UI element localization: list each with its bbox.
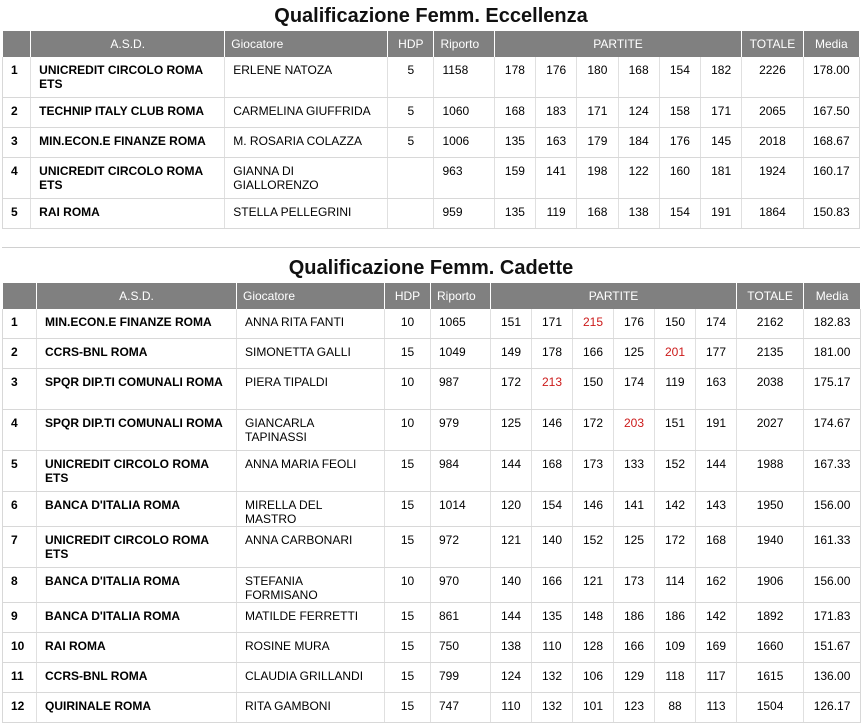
game-score-cell: 154 <box>659 57 700 98</box>
hdp-cell <box>388 199 434 229</box>
player-cell: ANNA MARIA FEOLI <box>237 451 385 492</box>
game-score-cell: 140 <box>491 568 532 603</box>
hdp-cell: 10 <box>385 369 431 410</box>
hdp-cell: 10 <box>385 309 431 339</box>
game-score-cell: 118 <box>655 663 696 693</box>
riporto-cell: 970 <box>431 568 491 603</box>
totale-cell: 1924 <box>742 158 803 199</box>
position-cell: 8 <box>3 568 37 603</box>
game-score-cell: 168 <box>696 527 737 568</box>
player-cell: PIERA TIPALDI <box>237 369 385 410</box>
position-cell: 3 <box>3 128 31 158</box>
game-score-cell: 162 <box>696 568 737 603</box>
media-cell: 136.00 <box>804 663 861 693</box>
header-partite: PARTITE <box>491 283 737 309</box>
player-cell: ANNA CARBONARI <box>237 527 385 568</box>
media-cell: 181.00 <box>804 339 861 369</box>
results-body <box>3 57 860 229</box>
game-score-cell: 160 <box>659 158 700 199</box>
totale-cell: 2135 <box>737 339 804 369</box>
riporto-cell: 979 <box>431 410 491 451</box>
totale-cell: 1504 <box>737 693 804 723</box>
club-cell: MIN.ECON.E FINANZE ROMA <box>37 309 237 339</box>
media-cell: 161.33 <box>804 527 861 568</box>
game-score-cell: 125 <box>614 339 655 369</box>
game-score-cell: 177 <box>696 339 737 369</box>
table-row <box>3 603 861 633</box>
position-cell: 7 <box>3 527 37 568</box>
hdp-cell: 15 <box>385 603 431 633</box>
hdp-cell: 10 <box>385 410 431 451</box>
totale-cell: 1906 <box>737 568 804 603</box>
media-cell: 178.00 <box>803 57 859 98</box>
game-score-cell: 174 <box>614 369 655 410</box>
game-score-cell: 132 <box>532 693 573 723</box>
game-score-cell: 168 <box>494 98 535 128</box>
game-score-cell: 110 <box>491 693 532 723</box>
game-score-cell: 178 <box>494 57 535 98</box>
game-score-cell: 176 <box>614 309 655 339</box>
club-cell: TECHNIP ITALY CLUB ROMA <box>31 98 225 128</box>
riporto-cell: 987 <box>431 369 491 410</box>
game-score-cell: 140 <box>532 527 573 568</box>
totale-cell: 1988 <box>737 451 804 492</box>
position-cell: 4 <box>3 158 31 199</box>
game-score-cell: 151 <box>655 410 696 451</box>
game-score-cell: 122 <box>618 158 659 199</box>
game-score-cell: 166 <box>573 339 614 369</box>
player-cell: ERLENE NATOZA <box>225 57 388 98</box>
club-cell: BANCA D'ITALIA ROMA <box>37 603 237 633</box>
game-score-cell: 124 <box>491 663 532 693</box>
game-score-cell: 178 <box>532 339 573 369</box>
game-score-cell: 119 <box>655 369 696 410</box>
game-score-cell: 166 <box>614 633 655 663</box>
game-score-cell: 129 <box>614 663 655 693</box>
game-score-cell: 172 <box>491 369 532 410</box>
game-score-cell: 113 <box>696 693 737 723</box>
game-score-cell: 132 <box>532 663 573 693</box>
game-score-cell: 168 <box>532 451 573 492</box>
game-score-cell: 135 <box>494 199 535 229</box>
game-score-cell: 163 <box>536 128 577 158</box>
hdp-cell: 5 <box>388 128 434 158</box>
header-pos <box>3 283 37 309</box>
game-score-cell: 152 <box>655 451 696 492</box>
game-score-cell: 215 <box>573 309 614 339</box>
game-score-cell: 144 <box>491 451 532 492</box>
game-score-cell: 141 <box>536 158 577 199</box>
game-score-cell: 117 <box>696 663 737 693</box>
game-score-cell: 110 <box>532 633 573 663</box>
game-score-cell: 119 <box>536 199 577 229</box>
game-score-cell: 191 <box>700 199 741 229</box>
game-score-cell: 135 <box>494 128 535 158</box>
player-cell: RITA GAMBONI <box>237 693 385 723</box>
game-score-cell: 151 <box>491 309 532 339</box>
game-score-cell: 171 <box>532 309 573 339</box>
table-row <box>3 527 861 568</box>
header-media: Media <box>803 31 859 57</box>
club-cell: BANCA D'ITALIA ROMA <box>37 568 237 603</box>
riporto-cell: 1014 <box>431 492 491 527</box>
table-row <box>3 199 860 229</box>
player-cell: MATILDE FERRETTI <box>237 603 385 633</box>
game-score-cell: 88 <box>655 693 696 723</box>
media-cell: 182.83 <box>804 309 861 339</box>
header-pos <box>3 31 31 57</box>
position-cell: 11 <box>3 663 37 693</box>
table-row <box>3 158 860 199</box>
club-cell: QUIRINALE ROMA <box>37 693 237 723</box>
game-score-cell: 159 <box>494 158 535 199</box>
table-row <box>3 663 861 693</box>
club-cell: MIN.ECON.E FINANZE ROMA <box>31 128 225 158</box>
totale-cell: 1892 <box>737 603 804 633</box>
game-score-cell: 144 <box>491 603 532 633</box>
position-cell: 9 <box>3 603 37 633</box>
media-cell: 150.83 <box>803 199 859 229</box>
hdp-cell: 15 <box>385 633 431 663</box>
riporto-cell: 1049 <box>431 339 491 369</box>
club-cell: CCRS-BNL ROMA <box>37 339 237 369</box>
hdp-cell: 15 <box>385 663 431 693</box>
club-cell: SPQR DIP.TI COMUNALI ROMA <box>37 410 237 451</box>
media-cell: 156.00 <box>804 492 861 527</box>
game-score-cell: 121 <box>573 568 614 603</box>
game-score-cell: 172 <box>655 527 696 568</box>
game-score-cell: 163 <box>696 369 737 410</box>
game-score-cell: 135 <box>532 603 573 633</box>
header-riporto: Riporto <box>431 283 491 309</box>
table-row <box>3 492 861 527</box>
player-cell: CARMELINA GIUFFRIDA <box>225 98 388 128</box>
game-score-cell: 125 <box>614 527 655 568</box>
riporto-cell: 1065 <box>431 309 491 339</box>
club-cell: BANCA D'ITALIA ROMA <box>37 492 237 527</box>
riporto-cell: 984 <box>431 451 491 492</box>
club-cell: UNICREDIT CIRCOLO ROMA ETS <box>37 527 237 568</box>
club-cell: UNICREDIT CIRCOLO ROMA ETS <box>37 451 237 492</box>
club-cell: RAI ROMA <box>37 633 237 663</box>
game-score-cell: 138 <box>491 633 532 663</box>
totale-cell: 1864 <box>742 199 803 229</box>
game-score-cell: 143 <box>696 492 737 527</box>
media-cell: 168.67 <box>803 128 859 158</box>
game-score-cell: 142 <box>655 492 696 527</box>
totale-cell: 2065 <box>742 98 803 128</box>
game-score-cell: 171 <box>700 98 741 128</box>
eccellenza-section <box>2 0 860 229</box>
club-cell: RAI ROMA <box>31 199 225 229</box>
section-divider <box>2 247 860 248</box>
game-score-cell: 173 <box>614 568 655 603</box>
results-table <box>2 283 861 723</box>
game-score-cell: 124 <box>618 98 659 128</box>
header-row <box>3 31 860 57</box>
section-title: Qualificazione Femm. Eccellenza <box>274 5 588 27</box>
game-score-cell: 180 <box>577 57 618 98</box>
header-partite: PARTITE <box>494 31 741 57</box>
hdp-cell: 10 <box>385 568 431 603</box>
table-row <box>3 693 861 723</box>
game-score-cell: 198 <box>577 158 618 199</box>
position-cell: 3 <box>3 369 37 410</box>
game-score-cell: 168 <box>577 199 618 229</box>
game-score-cell: 166 <box>532 568 573 603</box>
game-score-cell: 184 <box>618 128 659 158</box>
player-cell: M. ROSARIA COLAZZA <box>225 128 388 158</box>
media-cell: 175.17 <box>804 369 861 410</box>
game-score-cell: 176 <box>659 128 700 158</box>
player-cell: STELLA PELLEGRINI <box>225 199 388 229</box>
media-cell: 160.17 <box>803 158 859 199</box>
player-cell: GIANCARLA TAPINASSI <box>237 410 385 451</box>
totale-cell: 2162 <box>737 309 804 339</box>
game-score-cell: 150 <box>573 369 614 410</box>
header-player: Giocatore <box>237 283 385 309</box>
table-row <box>3 633 861 663</box>
game-score-cell: 146 <box>573 492 614 527</box>
game-score-cell: 106 <box>573 663 614 693</box>
player-cell: STEFANIA FORMISANO <box>237 568 385 603</box>
position-cell: 2 <box>3 98 31 128</box>
game-score-cell: 213 <box>532 369 573 410</box>
game-score-cell: 128 <box>573 633 614 663</box>
player-cell: ANNA RITA FANTI <box>237 309 385 339</box>
cadette-section <box>2 252 860 723</box>
riporto-cell: 959 <box>434 199 494 229</box>
media-cell: 174.67 <box>804 410 861 451</box>
game-score-cell: 201 <box>655 339 696 369</box>
game-score-cell: 152 <box>573 527 614 568</box>
table-row <box>3 98 860 128</box>
riporto-cell: 963 <box>434 158 494 199</box>
game-score-cell: 158 <box>659 98 700 128</box>
hdp-cell: 15 <box>385 339 431 369</box>
totale-cell: 1940 <box>737 527 804 568</box>
media-cell: 171.83 <box>804 603 861 633</box>
results-table <box>2 31 860 229</box>
header-totale: TOTALE <box>742 31 803 57</box>
riporto-cell: 1060 <box>434 98 494 128</box>
riporto-cell: 799 <box>431 663 491 693</box>
header-hdp: HDP <box>388 31 434 57</box>
table-row <box>3 309 861 339</box>
position-cell: 4 <box>3 410 37 451</box>
riporto-cell: 972 <box>431 527 491 568</box>
hdp-cell <box>388 158 434 199</box>
game-score-cell: 154 <box>532 492 573 527</box>
table-row <box>3 451 861 492</box>
header-media: Media <box>804 283 861 309</box>
club-cell: CCRS-BNL ROMA <box>37 663 237 693</box>
game-score-cell: 148 <box>573 603 614 633</box>
hdp-cell: 15 <box>385 492 431 527</box>
game-score-cell: 123 <box>614 693 655 723</box>
position-cell: 5 <box>3 199 31 229</box>
game-score-cell: 179 <box>577 128 618 158</box>
game-score-cell: 172 <box>573 410 614 451</box>
table-row <box>3 128 860 158</box>
totale-cell: 2226 <box>742 57 803 98</box>
media-cell: 167.33 <box>804 451 861 492</box>
game-score-cell: 203 <box>614 410 655 451</box>
position-cell: 1 <box>3 309 37 339</box>
game-score-cell: 125 <box>491 410 532 451</box>
game-score-cell: 133 <box>614 451 655 492</box>
totale-cell: 1950 <box>737 492 804 527</box>
table-row <box>3 57 860 98</box>
table-row <box>3 369 861 410</box>
game-score-cell: 121 <box>491 527 532 568</box>
media-cell: 151.67 <box>804 633 861 663</box>
game-score-cell: 183 <box>536 98 577 128</box>
position-cell: 6 <box>3 492 37 527</box>
position-cell: 2 <box>3 339 37 369</box>
position-cell: 12 <box>3 693 37 723</box>
position-cell: 1 <box>3 57 31 98</box>
player-cell: SIMONETTA GALLI <box>237 339 385 369</box>
game-score-cell: 144 <box>696 451 737 492</box>
section-title: Qualificazione Femm. Cadette <box>288 257 574 279</box>
header-riporto: Riporto <box>434 31 494 57</box>
game-score-cell: 141 <box>614 492 655 527</box>
results-body <box>3 309 861 723</box>
riporto-cell: 750 <box>431 633 491 663</box>
totale-cell: 2038 <box>737 369 804 410</box>
hdp-cell: 15 <box>385 693 431 723</box>
totale-cell: 1615 <box>737 663 804 693</box>
media-cell: 167.50 <box>803 98 859 128</box>
player-cell: MIRELLA DEL MASTRO <box>237 492 385 527</box>
game-score-cell: 182 <box>700 57 741 98</box>
game-score-cell: 146 <box>532 410 573 451</box>
game-score-cell: 168 <box>618 57 659 98</box>
totale-cell: 2018 <box>742 128 803 158</box>
hdp-cell: 15 <box>385 527 431 568</box>
media-cell: 156.00 <box>804 568 861 603</box>
table-row <box>3 568 861 603</box>
header-player: Giocatore <box>225 31 388 57</box>
totale-cell: 1660 <box>737 633 804 663</box>
position-cell: 10 <box>3 633 37 663</box>
riporto-cell: 1158 <box>434 57 494 98</box>
game-score-cell: 150 <box>655 309 696 339</box>
game-score-cell: 120 <box>491 492 532 527</box>
game-score-cell: 173 <box>573 451 614 492</box>
player-cell: GIANNA DI GIALLORENZO <box>225 158 388 199</box>
totale-cell: 2027 <box>737 410 804 451</box>
game-score-cell: 176 <box>536 57 577 98</box>
header-hdp: HDP <box>385 283 431 309</box>
game-score-cell: 149 <box>491 339 532 369</box>
game-score-cell: 169 <box>696 633 737 663</box>
table-row <box>3 410 861 451</box>
header-totale: TOTALE <box>737 283 804 309</box>
game-score-cell: 109 <box>655 633 696 663</box>
header-asd: A.S.D. <box>31 31 225 57</box>
game-score-cell: 186 <box>655 603 696 633</box>
game-score-cell: 191 <box>696 410 737 451</box>
game-score-cell: 174 <box>696 309 737 339</box>
table-row <box>3 339 861 369</box>
game-score-cell: 138 <box>618 199 659 229</box>
game-score-cell: 171 <box>577 98 618 128</box>
game-score-cell: 186 <box>614 603 655 633</box>
player-cell: ROSINE MURA <box>237 633 385 663</box>
player-cell: CLAUDIA GRILLANDI <box>237 663 385 693</box>
club-cell: UNICREDIT CIRCOLO ROMA ETS <box>31 57 225 98</box>
game-score-cell: 101 <box>573 693 614 723</box>
position-cell: 5 <box>3 451 37 492</box>
media-cell: 126.17 <box>804 693 861 723</box>
riporto-cell: 747 <box>431 693 491 723</box>
riporto-cell: 1006 <box>434 128 494 158</box>
header-row <box>3 283 861 309</box>
game-score-cell: 154 <box>659 199 700 229</box>
header-asd: A.S.D. <box>37 283 237 309</box>
club-cell: SPQR DIP.TI COMUNALI ROMA <box>37 369 237 410</box>
hdp-cell: 5 <box>388 98 434 128</box>
hdp-cell: 5 <box>388 57 434 98</box>
game-score-cell: 114 <box>655 568 696 603</box>
hdp-cell: 15 <box>385 451 431 492</box>
club-cell: UNICREDIT CIRCOLO ROMA ETS <box>31 158 225 199</box>
riporto-cell: 861 <box>431 603 491 633</box>
game-score-cell: 142 <box>696 603 737 633</box>
game-score-cell: 145 <box>700 128 741 158</box>
game-score-cell: 181 <box>700 158 741 199</box>
